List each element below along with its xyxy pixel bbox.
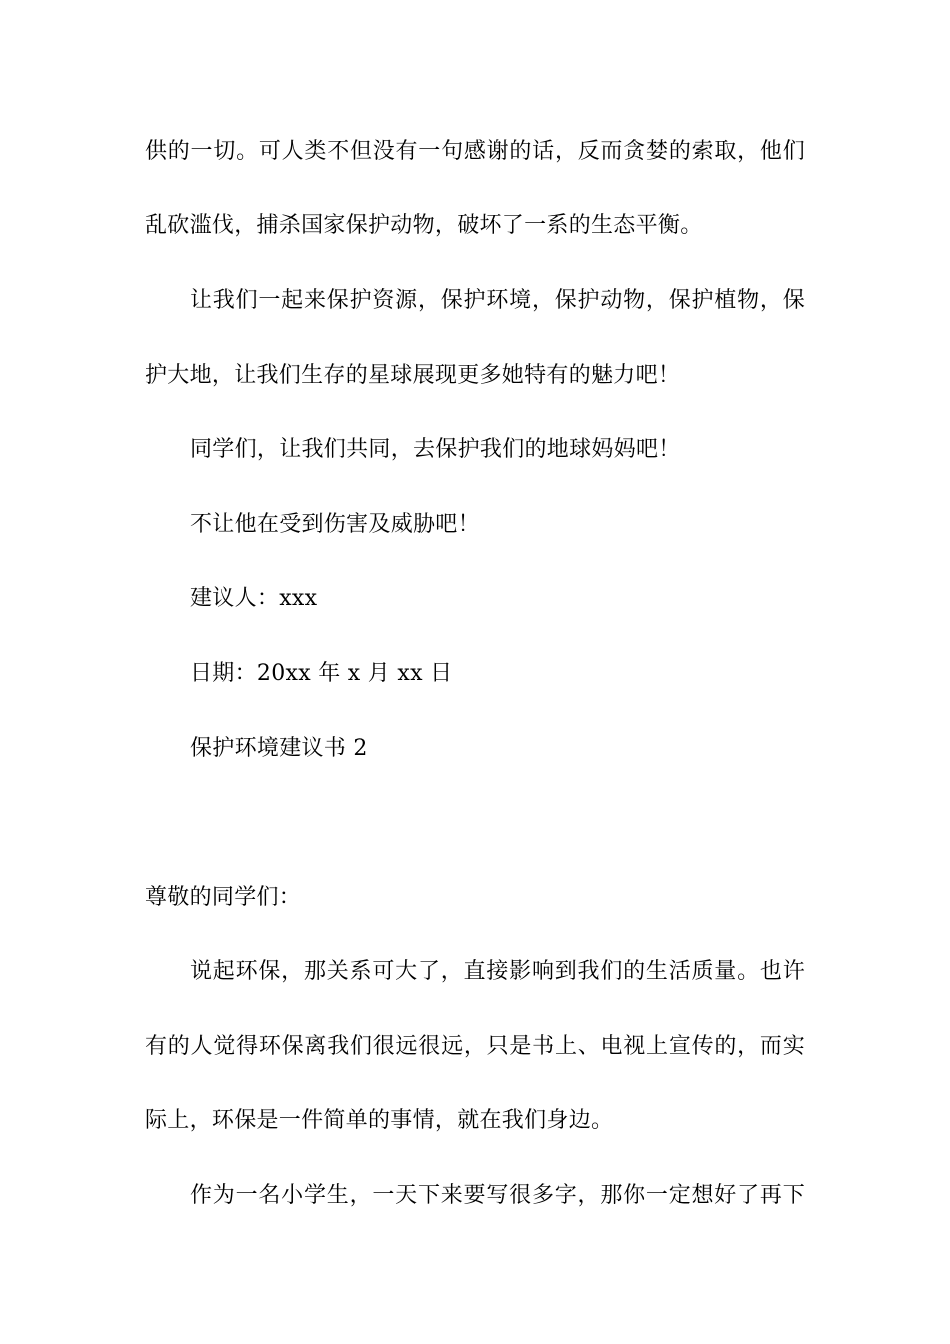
paragraph-line: 供的一切。可人类不但没有一句感谢的话，反而贪婪的索取，他们: [145, 139, 805, 164]
section-title: 保护环境建议书 2: [190, 736, 368, 761]
paragraph-line: 说起环保，那关系可大了，直接影响到我们的生活质量。也许: [190, 959, 805, 984]
signature-line: 建议人：xxx: [190, 586, 318, 611]
paragraph-line: 让我们一起来保护资源，保护环境，保护动物，保护植物，保: [190, 288, 805, 313]
paragraph-line: 作为一名小学生，一天下来要写很多字，那你一定想好了再下: [190, 1183, 805, 1208]
paragraph-line: 乱砍滥伐，捕杀国家保护动物，破坏了一系的生态平衡。: [145, 213, 703, 238]
paragraph-line: 同学们，让我们共同，去保护我们的地球妈妈吧！: [190, 437, 681, 462]
paragraph-line: 有的人觉得环保离我们很远很远，只是书上、电视上宣传的，而实: [145, 1034, 805, 1059]
salutation-line: 尊敬的同学们：: [145, 885, 302, 910]
paragraph-line: 际上，环保是一件简单的事情，就在我们身边。: [145, 1108, 614, 1133]
paragraph-line: 护大地，让我们生存的星球展现更多她特有的魅力吧！: [145, 363, 681, 388]
date-line: 日期：20xx 年 x 月 xx 日: [190, 661, 453, 686]
paragraph-line: 不让他在受到伤害及威胁吧！: [190, 512, 480, 537]
